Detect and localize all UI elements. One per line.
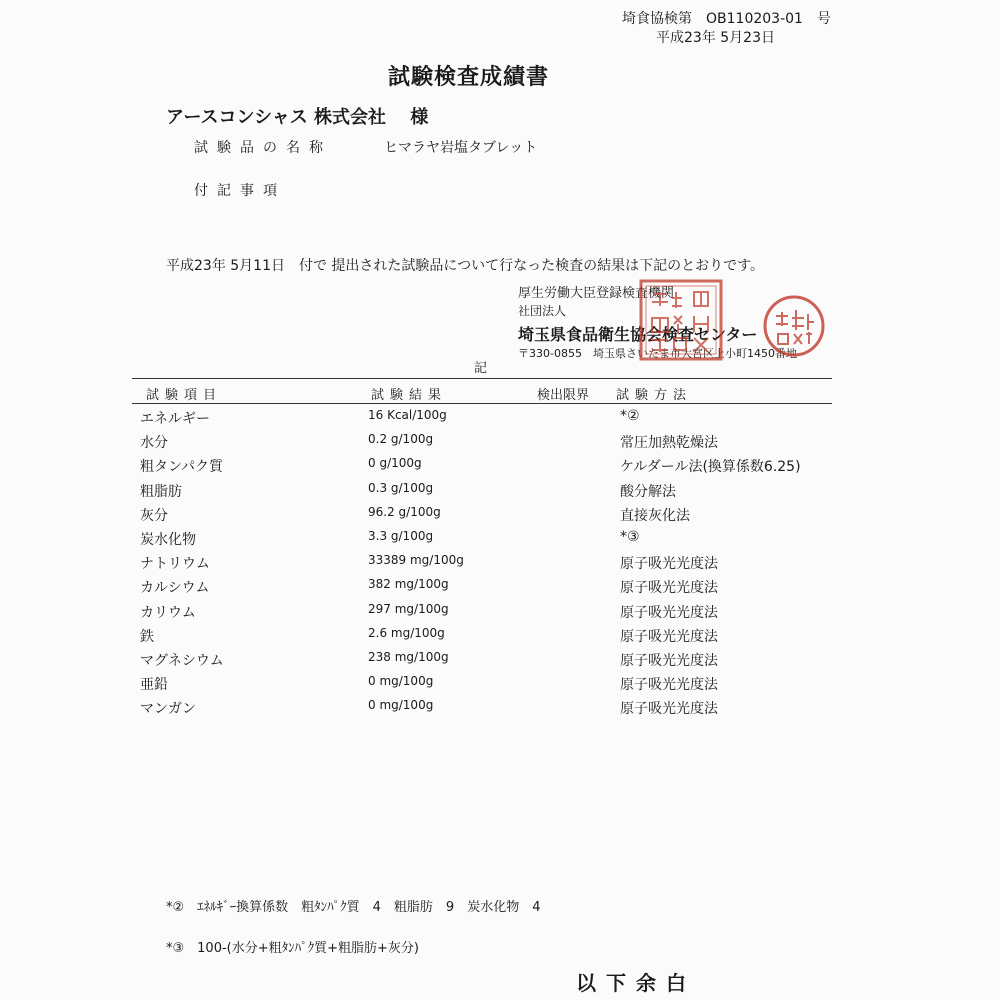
- row-method: 直接灰化法: [620, 507, 690, 524]
- row-result: 3.3 g/100g: [368, 528, 434, 543]
- row-method: 原子吸光光度法: [620, 628, 718, 645]
- table-row: [0, 481, 1000, 505]
- row-result: 382 mg/100g: [368, 577, 449, 592]
- table-row: [0, 432, 1000, 456]
- row-method: 常圧加熱乾燥法: [620, 435, 718, 452]
- square-seal-stamp: [638, 278, 724, 362]
- round-seal-stamp: [762, 294, 826, 358]
- row-method: 原子吸光光度法: [620, 604, 718, 621]
- table-row: [0, 626, 1000, 650]
- row-item: エネルギー: [140, 411, 210, 427]
- ki-mark: 記: [474, 361, 488, 376]
- document-title: 試験検査成績書: [388, 65, 550, 90]
- table-row: [0, 553, 1000, 577]
- row-result: 0 mg/100g: [368, 698, 434, 713]
- row-result: 96.2 g/100g: [368, 504, 441, 519]
- row-method: 原子吸光光度法: [620, 556, 718, 573]
- row-result: 238 mg/100g: [368, 649, 449, 664]
- table-top-rule: [132, 378, 832, 379]
- notes-label: 付記事項: [194, 183, 286, 199]
- row-item: 粗タンパク質: [140, 459, 224, 476]
- table-row: [0, 505, 1000, 529]
- header-test-item: 試験項目: [146, 388, 223, 403]
- table-row: [0, 650, 1000, 674]
- table-row: [0, 698, 1000, 722]
- table-row: [0, 456, 1000, 480]
- issue-date: 平成23年 5月23日: [656, 30, 775, 46]
- row-item: カルシウム: [140, 580, 210, 597]
- issuer-corporation-type: 社団法人: [518, 304, 567, 318]
- row-item: 鉄: [140, 628, 154, 645]
- issuer-registry: 厚生労働大臣登録検査機関: [518, 286, 675, 301]
- table-row: [0, 408, 1000, 432]
- header-test-result: 試験結果: [371, 388, 448, 403]
- row-method: 原子吸光光度法: [620, 701, 718, 718]
- row-result: 33389 mg/100g: [368, 553, 464, 568]
- row-item: 灰分: [140, 507, 168, 524]
- table-row: [0, 674, 1000, 698]
- row-method: 原子吸光光度法: [620, 580, 718, 597]
- result-statement: 平成23年 5月11日 付で 提出された試験品について行なった検査の結果は下記のとおりです。: [166, 258, 765, 274]
- addressee: アースコンシャス 株式会社 様: [166, 107, 429, 128]
- row-method: *③: [620, 528, 640, 545]
- closing-mark: 以下余白: [576, 971, 696, 995]
- issuer-name: 埼玉県食品衛生協会検査センター: [518, 325, 758, 344]
- table-row: [0, 602, 1000, 626]
- row-item: ナトリウム: [140, 556, 210, 573]
- reference-number: 埼食協検第 OB110203-01 号: [622, 11, 831, 27]
- row-item: マグネシウム: [140, 652, 224, 669]
- header-test-method: 試験方法: [616, 388, 693, 403]
- row-result: 0 mg/100g: [368, 674, 434, 689]
- row-item: 炭水化物: [140, 531, 196, 548]
- row-item: カリウム: [140, 604, 196, 621]
- row-item: 粗脂肪: [140, 483, 182, 500]
- table-row: [0, 529, 1000, 553]
- results-table-body: [0, 408, 1000, 722]
- row-result: 297 mg/100g: [368, 601, 449, 616]
- sample-name-label: 試験品の名称: [194, 140, 332, 156]
- header-detection-limit: 検出限界: [537, 388, 590, 403]
- row-method: 酸分解法: [620, 483, 676, 500]
- table-header-rule: [132, 403, 832, 404]
- row-result: 0.3 g/100g: [368, 480, 434, 495]
- row-method: 原子吸光光度法: [620, 677, 718, 694]
- table-row: [0, 577, 1000, 601]
- row-method: ケルダール法(換算係数6.25): [620, 459, 801, 476]
- row-item: 水分: [140, 435, 168, 452]
- row-result: 2.6 mg/100g: [368, 625, 445, 640]
- issuer-address: 〒330-0855 埼玉県さいたま市大宮区上小町1450番地: [518, 347, 797, 360]
- row-result: 0.2 g/100g: [368, 432, 434, 447]
- sample-name-value: ヒマラヤ岩塩タブレット: [384, 140, 538, 156]
- row-item: マンガン: [140, 701, 196, 718]
- footnote-energy-factors: *② ｴﾈﾙｷﾞｰ換算係数 粗ﾀﾝﾊﾟｸ質 4 粗脂肪 9 炭水化物 4: [166, 900, 541, 915]
- row-item: 亜鉛: [140, 677, 168, 694]
- row-method: 原子吸光光度法: [620, 652, 718, 669]
- footnote-carbohydrate-formula: *③ 100-(水分+粗ﾀﾝﾊﾟｸ質+粗脂肪+灰分): [166, 941, 419, 956]
- row-result: 0 g/100g: [368, 456, 422, 471]
- row-result: 16 Kcal/100g: [368, 408, 447, 422]
- row-method: *②: [620, 408, 640, 424]
